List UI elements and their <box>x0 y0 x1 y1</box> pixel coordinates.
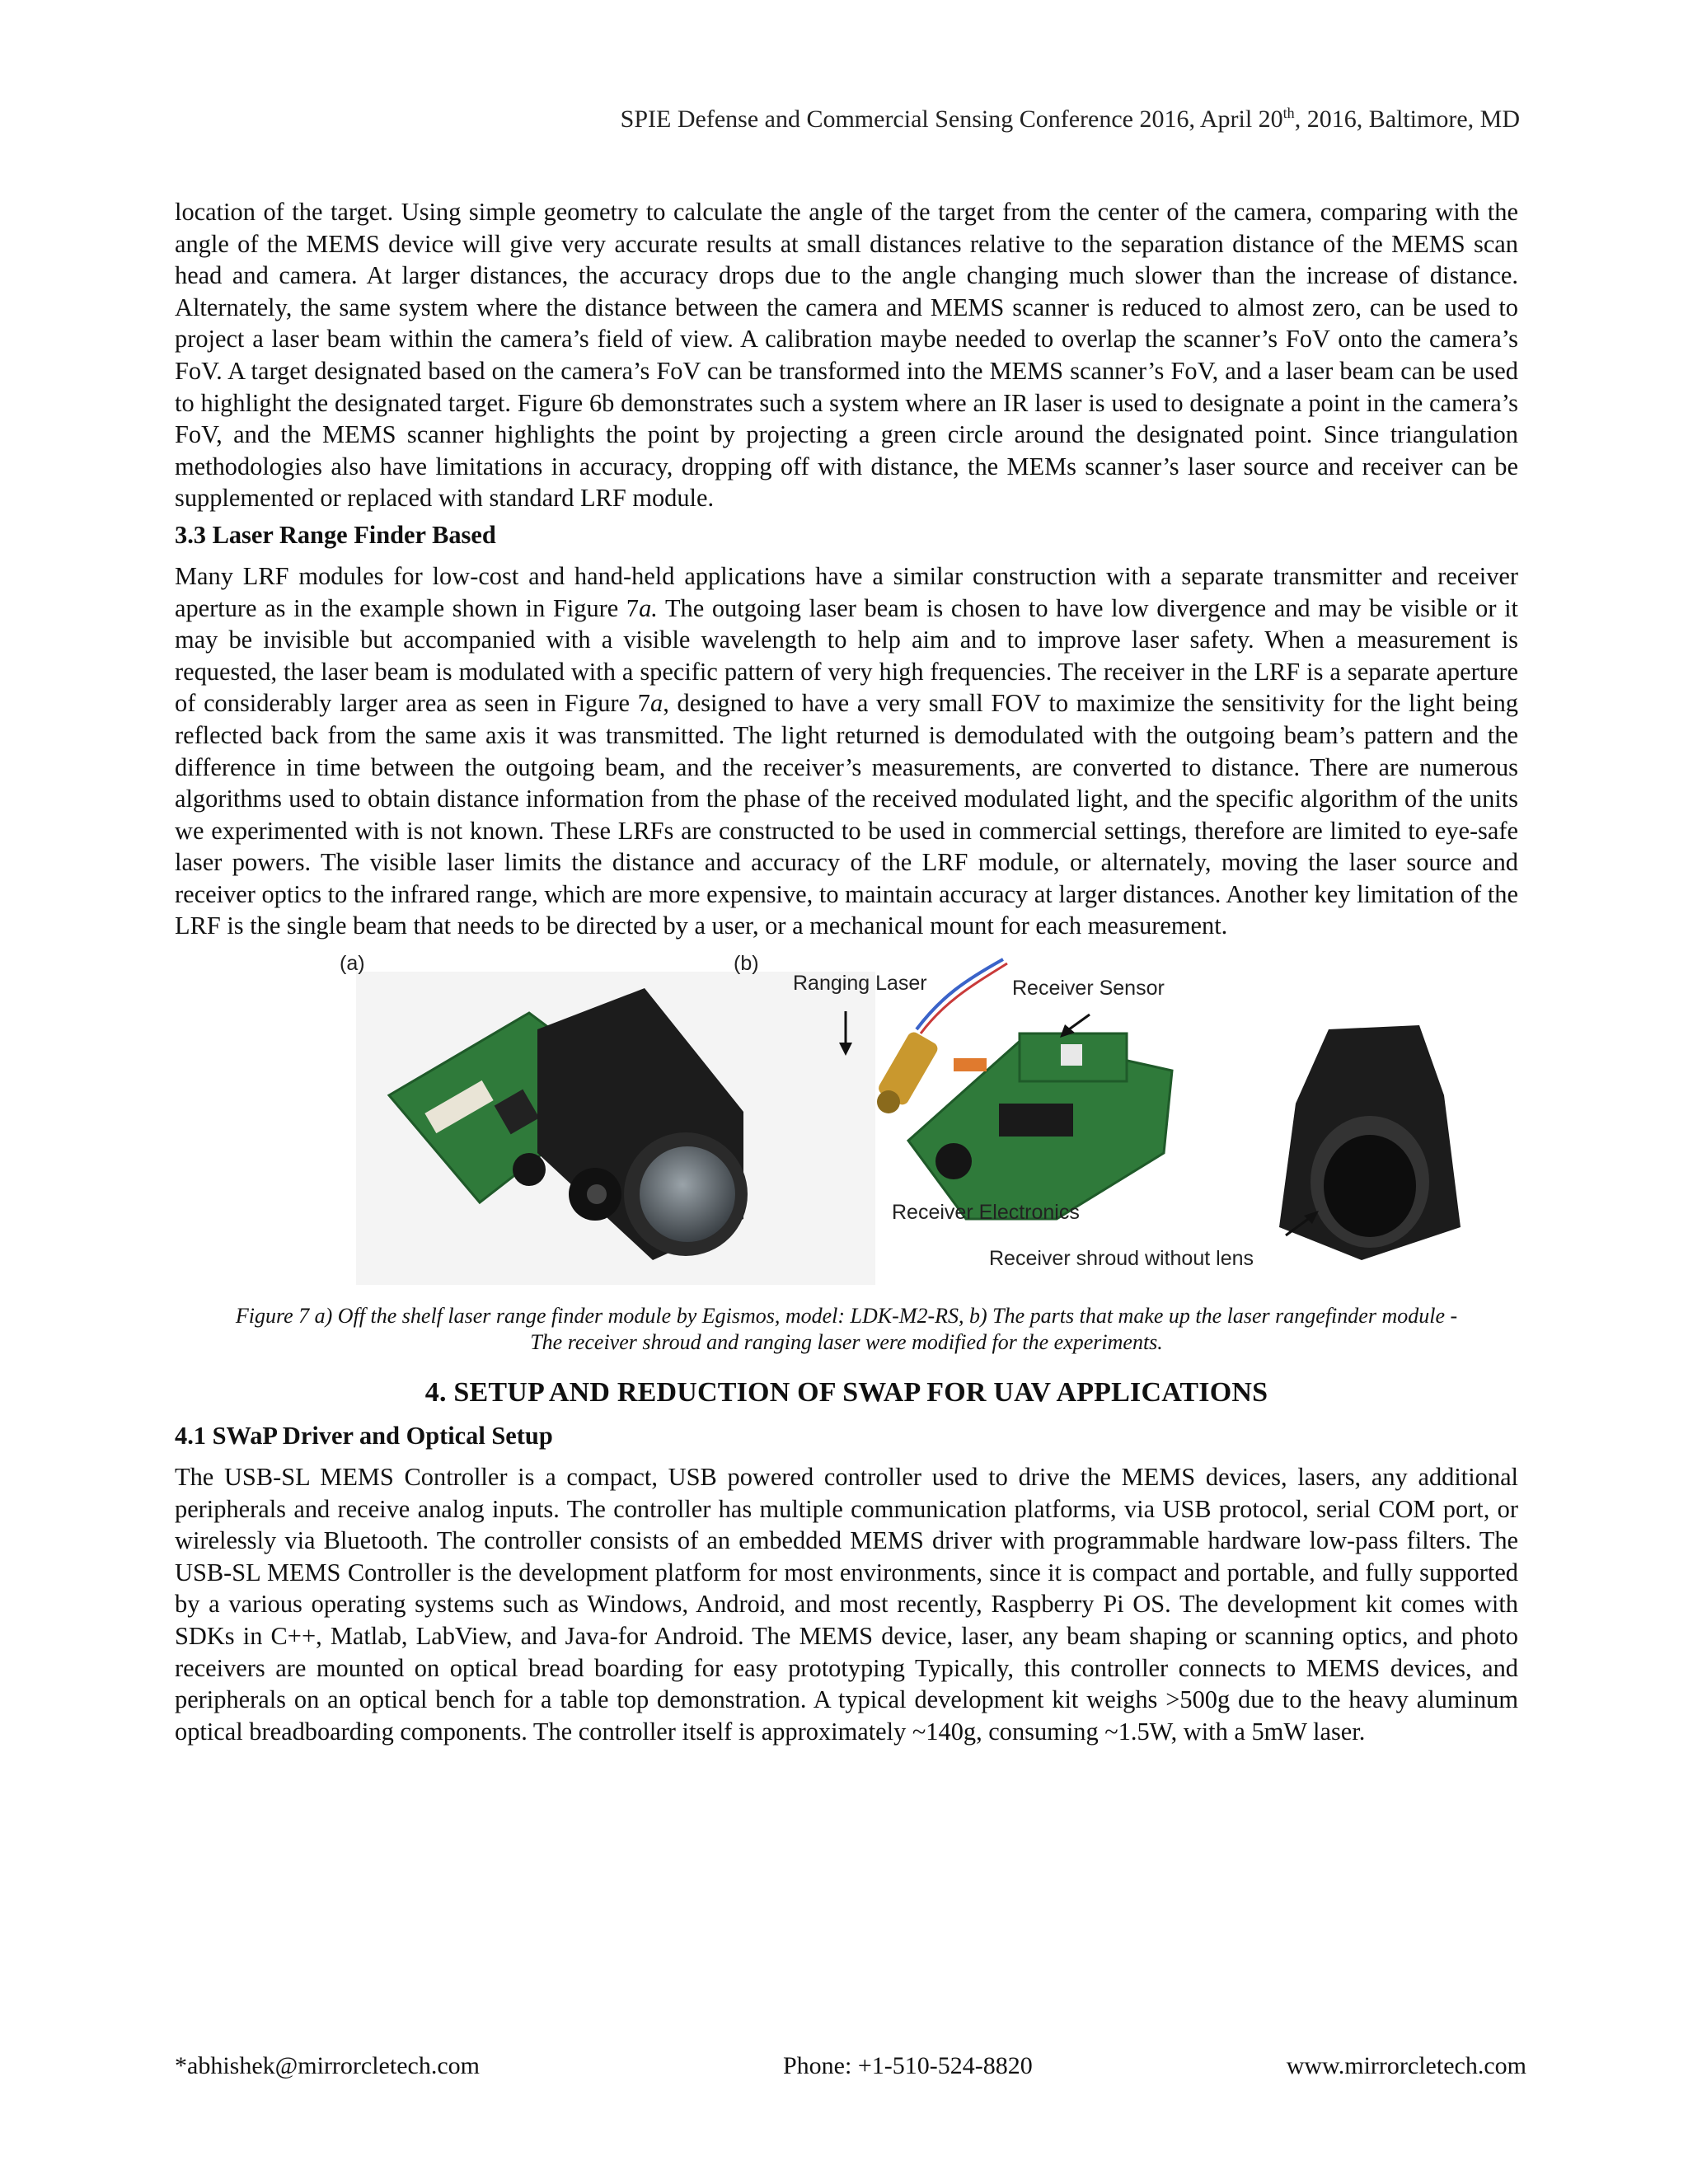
figure-label-b: (b) <box>734 952 759 976</box>
lrf-figure-ref-2: a <box>649 689 663 718</box>
buzzer <box>513 1153 546 1186</box>
paragraph-triangulation: location of the target. Using simple geometry to calculate the angle of the target from the center of the camera, comparing with the angle of the MEMS device will give very accurate results at small distances relative to the separation distance of the MEMS scan head and camera. At larger distances, the accuracy drops due to the angle changing much slower than the increase of distance. Alternately, the same system where the distance between the camera and MEMS scanner is reduced to almost zero, can be used to project a laser beam within the camera’s field of view. A calibration maybe needed to overlap the scanner’s FoV onto the camera’s FoV. A target designated based on the camera’s FoV can be transformed into the MEMS scanner’s FoV, and a laser beam can be used to highlight the designated target. Figure 6b demonstrates such a system where an IR laser is used to designate a point in the camera’s FoV, and the MEMS scanner highlights the point by projecting a green circle around the designated point. Since triangulation methodologies also have limitations in accuracy, dropping off with distance, the MEMs scanner’s laser source and receiver can be supplemented or replaced with standard LRF module. <box>175 198 1518 513</box>
lrf-figure-ref-1: a. <box>639 593 658 622</box>
laser-aperture <box>587 1184 607 1204</box>
figure-7 <box>175 952 1518 1285</box>
header-text-tail: , 2016, Baltimore, MD <box>1294 105 1520 133</box>
ranging-laser-lens <box>877 1090 900 1113</box>
section-4-heading: 4. SETUP AND REDUCTION OF SWAP FOR UAV APPLICATIONS <box>424 1377 1268 1408</box>
callout-receiver-electronics: Receiver Electronics <box>892 1201 1080 1225</box>
lrf-text-c: , designed to have a very small FOV to maximize the sensitivity for the light being reflected back from the same axis it was transmitted. The light returned is demodulated with the outgoing beam’s pattern and the difference in time between the outgoing beam, and the receiver’s measurements, are converted to distance. There are numerous algorithms used to obtain distance information from the phase of the received modulated light, and the specific algorithm of the units we experimented with is not known. These LRFs are constructed to be used in commercial settings, therefore are limited to eye-safe laser powers. The visible laser limits the distance and accuracy of the LRF module, or alternately, moving the laser source and receiver optics to the infrared range, which are more expensive, to maintain accuracy at larger distances. Another key limitation of the LRF is the single beam that needs to be directed by a user, or a mechanical mount for each measurement. <box>175 689 1518 940</box>
wires-red <box>921 963 1007 1033</box>
arrow-receiver-sensor <box>1069 1015 1090 1029</box>
lrf-text-a: Many LRF modules for low-cost and hand-held applications have a similar construction with a separate transmitter and receiver aperture as in the example shown in Figure 7 <box>175 561 1518 622</box>
callout-receiver-shroud: Receiver shroud without lens <box>989 1247 1254 1271</box>
section-3-3-heading: 3.3 Laser Range Finder Based <box>175 520 496 549</box>
header-text-main: SPIE Defense and Commercial Sensing Conference 2016, April 20 <box>620 105 1283 133</box>
receiver-sensor <box>1061 1044 1082 1066</box>
paragraph-usb-sl-controller: The USB-SL MEMS Controller is a compact, USB powered controller used to drive the MEMS devices, lasers, any additional peripherals and receive analog inputs. The controller has multiple communication platforms, via USB protocol, serial COM port, or wirelessly via Bluetooth. The controller consists of an embedded MEMS driver with programmable hardware low-pass filters. The USB-SL MEMS Controller is the development platform for most environments, since it is compact and portable, and fully supported by a various operating systems such as Windows, Android, and most recently, Raspberry Pi OS. The development kit comes with SDKs in C++, Matlab, LabView, and Java-for Android. The MEMS device, laser, any beam shaping or scanning optics, and photo receivers are mounted on optical bread boarding for easy prototyping Typically, this controller connects to MEMS devices, and peripherals on an optical bench for a table top demonstration. A typical development kit weighs >500g due to the heavy aluminum optical breadboarding components. The controller itself is approximately ~140g, consuming ~1.5W, with a 5mW laser. <box>175 1463 1518 1746</box>
figure-7-caption: Figure 7 a) Off the shelf laser range finder module by Egismos, model: LDK-M2-RS, b) The parts that make up the laser rangefinder module - The receiver shroud and ranging laser were modified for the experiments. <box>235 1304 1458 1355</box>
callout-receiver-sensor: Receiver Sensor <box>1012 977 1165 1001</box>
lrf-text-b: The outgoing laser beam is chosen to have low divergence and may be visible or it may be invisible but accompanied with a visible wavelength to help aim and to improve laser safety. When a measurement is requested, the laser beam is modulated with a specific pattern of very high frequencies. The receiver in the LRF is a separate aperture of considerably larger area as seen in Figure 7 <box>175 593 1518 718</box>
paragraph-lrf <box>175 560 1518 942</box>
lrf-parts-photo <box>785 955 1543 1285</box>
buzzer-b <box>935 1143 972 1179</box>
footer-website: www.mirrorcletech.com <box>1286 2052 1526 2079</box>
page-content <box>175 196 1518 1747</box>
callout-ranging-laser: Ranging Laser <box>793 972 927 996</box>
footer-phone: Phone: +1-510-524-8820 <box>782 2052 1033 2079</box>
smd-components <box>999 1104 1073 1137</box>
connector-orange <box>954 1058 987 1071</box>
footer-email: *abhishek@mirrorcletech.com <box>175 2052 480 2079</box>
page-footer <box>175 2052 1526 2080</box>
main-lens <box>640 1146 735 1242</box>
running-header <box>621 97 1520 135</box>
section-4-1-heading: 4.1 SWaP Driver and Optical Setup <box>175 1422 553 1451</box>
shroud-inner <box>1324 1135 1416 1237</box>
figure-label-a: (a) <box>340 952 365 976</box>
arrow-head-ranging-laser <box>839 1043 852 1056</box>
header-superscript: th <box>1282 105 1295 121</box>
